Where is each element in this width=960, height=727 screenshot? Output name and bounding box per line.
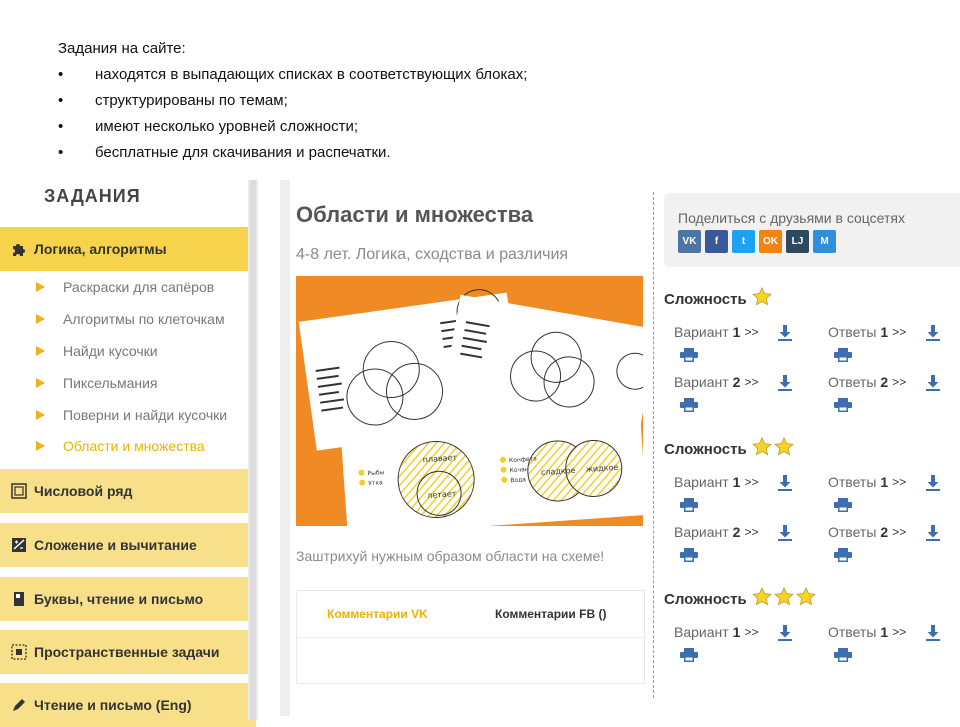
sidebar-item-label: Буквы, чтение и письмо (34, 591, 204, 607)
subitem-algorithms[interactable]: Алгоритмы по клеточкам (36, 311, 225, 327)
svg-text:Конфета: Конфета (508, 455, 538, 465)
share-text: Поделиться с друзьями в соцсетях (678, 210, 905, 226)
svg-text:Кочан: Кочан (509, 466, 529, 475)
variant-link[interactable]: Вариант 2 >> (674, 524, 759, 540)
triangle-right-icon (36, 314, 45, 324)
sidebar-item-addition[interactable] (0, 523, 256, 567)
subitem-find-pieces[interactable]: Найди кусочки (36, 343, 158, 359)
star-icon (751, 586, 773, 612)
subitem-pixelmania[interactable]: Пиксельмания (36, 375, 158, 391)
subitem-rotate-pieces[interactable]: Поверни и найди кусочки (36, 407, 227, 423)
sidebar-item-label: Пространственные задачи (34, 644, 220, 660)
triangle-right-icon (36, 346, 45, 356)
triangle-right-icon (36, 410, 45, 420)
mailru-share-icon[interactable]: M (813, 230, 836, 253)
download-icon[interactable] (778, 475, 792, 491)
download-icon[interactable] (778, 375, 792, 391)
variant-link[interactable]: Вариант 1 >> (674, 624, 759, 640)
worksheet-preview-image[interactable] (296, 276, 643, 526)
download-icon[interactable] (778, 625, 792, 641)
preview-circle-label: плавает (422, 452, 458, 465)
sidebar-item-eng[interactable] (0, 683, 256, 727)
print-icon[interactable] (680, 398, 698, 412)
preview-circle-label: сладкое (540, 465, 576, 478)
answers-link[interactable]: Ответы 1 >> (828, 324, 907, 340)
answers-link[interactable]: Ответы 2 >> (828, 374, 907, 390)
sidebar-item-letters[interactable] (0, 577, 256, 621)
variant-link[interactable]: Вариант 1 >> (674, 324, 759, 340)
download-icon[interactable] (926, 375, 940, 391)
print-icon[interactable] (834, 398, 852, 412)
page-subtitle: 4-8 лет. Логика, сходства и различия (296, 246, 569, 263)
download-icon[interactable] (778, 325, 792, 341)
sidebar-item-spatial[interactable] (0, 630, 256, 674)
preview-circle-label: жидкое (585, 462, 619, 475)
tab-comments-vk[interactable]: Комментарии VK (327, 607, 428, 621)
difficulty-title: Сложность (664, 436, 795, 462)
star-icon (751, 286, 773, 312)
sidebar-item-label: Сложение и вычитание (34, 537, 197, 553)
puzzle-icon (10, 240, 28, 258)
answers-link[interactable]: Ответы 1 >> (828, 474, 907, 490)
download-icon[interactable] (778, 525, 792, 541)
download-icon[interactable] (926, 525, 940, 541)
triangle-right-icon (36, 282, 45, 292)
svg-text:Утка: Утка (368, 479, 383, 488)
print-icon[interactable] (834, 548, 852, 562)
list-item: • бесплатные для скачивания и распечатки. (58, 144, 391, 161)
print-icon[interactable] (680, 498, 698, 512)
vk-share-icon[interactable]: VK (678, 230, 701, 253)
star-icon (751, 436, 773, 462)
odnoklassniki-share-icon[interactable]: OK (759, 230, 782, 253)
sidebar-item-label: Чтение и письмо (Eng) (34, 697, 192, 713)
difficulty-stars (751, 586, 817, 612)
worksheet-caption: Заштрихуй нужным образом области на схеме! (296, 548, 605, 564)
print-icon[interactable] (680, 648, 698, 662)
sidebar-item-label: Логика, алгоритмы (34, 241, 167, 257)
download-icon[interactable] (926, 475, 940, 491)
worksheet-illustration (296, 276, 643, 526)
download-icon[interactable] (926, 625, 940, 641)
tabs-divider (297, 637, 644, 638)
sidebar-scrollbar[interactable] (248, 180, 258, 720)
variant-link[interactable]: Вариант 1 >> (674, 474, 759, 490)
sidebar-title: ЗАДАНИЯ (44, 186, 141, 206)
share-icons (678, 230, 836, 253)
list-item: • структурированы по темам; (58, 92, 288, 109)
book-icon (10, 590, 28, 608)
twitter-share-icon[interactable]: t (732, 230, 755, 253)
sidebar-item-logic[interactable] (0, 227, 256, 271)
difficulty-title: Сложность (664, 286, 773, 312)
intro-list (58, 62, 527, 166)
sidebar (0, 180, 258, 720)
difficulty-stars (751, 436, 795, 462)
main-scrollbar[interactable] (280, 180, 290, 716)
star-icon (795, 586, 817, 612)
grid-icon (10, 643, 28, 661)
preview-circle-label: летает (426, 489, 457, 501)
livejournal-share-icon[interactable]: LJ (786, 230, 809, 253)
number-icon (10, 482, 28, 500)
print-icon[interactable] (834, 348, 852, 362)
sidebar-item-number-series[interactable] (0, 469, 256, 513)
list-item: • имеют несколько уровней сложности; (58, 118, 358, 135)
share-box (664, 193, 960, 267)
main-content (280, 180, 650, 720)
triangle-right-icon (36, 441, 45, 451)
intro-text (58, 36, 527, 166)
print-icon[interactable] (834, 648, 852, 662)
scrollbar-thumb[interactable] (250, 180, 256, 720)
sidebar-item-label: Числовой ряд (34, 483, 133, 499)
subitem-coloring[interactable]: Раскраски для сапёров (36, 279, 214, 295)
difficulty-stars (751, 286, 773, 312)
difficulty-title: Сложность (664, 586, 817, 612)
dashed-divider (653, 192, 654, 698)
download-icon[interactable] (926, 325, 940, 341)
star-icon (773, 586, 795, 612)
list-item: • находятся в выпадающих списках в соответствующих блоках; (58, 66, 528, 83)
page-title: Области и множества (296, 202, 534, 227)
pen-icon (10, 696, 28, 714)
variant-link[interactable]: Вариант 2 >> (674, 374, 759, 390)
tab-comments-fb[interactable]: Комментарии FB () (495, 607, 607, 621)
math-icon (10, 536, 28, 554)
comments-tabs (296, 590, 645, 684)
subitem-areas-sets[interactable]: Области и множества (36, 438, 205, 454)
intro-heading: Задания на сайте: (58, 40, 186, 57)
facebook-share-icon[interactable]: f (705, 230, 728, 253)
svg-text:Рыбы: Рыбы (367, 469, 385, 478)
triangle-right-icon (36, 378, 45, 388)
answers-link[interactable]: Ответы 2 >> (828, 524, 907, 540)
print-icon[interactable] (834, 498, 852, 512)
print-icon[interactable] (680, 548, 698, 562)
answers-link[interactable]: Ответы 1 >> (828, 624, 907, 640)
star-icon (773, 436, 795, 462)
svg-text:Вода: Вода (510, 476, 527, 485)
print-icon[interactable] (680, 348, 698, 362)
